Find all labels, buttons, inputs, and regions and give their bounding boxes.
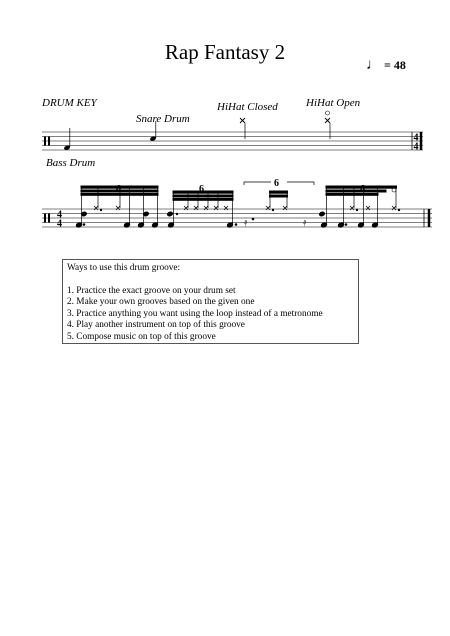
instructions-box	[62, 259, 359, 344]
quarter-note-icon: ♩	[366, 57, 381, 73]
instruction-item: 1. Practice the exact groove on your drum set	[67, 285, 236, 296]
instruction-item: 4. Play another instrument on top of this groove	[67, 320, 245, 330]
hihat-closed-note	[240, 118, 245, 123]
open-hihat-last	[392, 206, 396, 210]
music-notation	[0, 0, 450, 260]
hihat-open-label: HiHat Open	[306, 97, 361, 109]
instructions-heading: Ways to use this drum groove:	[67, 263, 181, 273]
tuplet-number-4: 6	[360, 184, 365, 195]
drum-key-notes	[63, 111, 330, 151]
key-time-bottom: 4	[413, 141, 419, 153]
beat-2	[167, 184, 237, 228]
hihat-closed-label: HiHat Closed	[217, 101, 278, 113]
snare-drum-label: Snare Drum	[136, 113, 190, 125]
tuplet-number-2: 6	[199, 184, 204, 195]
beat-1	[76, 184, 159, 228]
sixteenth-rest-2: 𝄿	[303, 216, 307, 229]
key-time-top: 4	[413, 132, 419, 144]
hihat-open-note	[325, 118, 330, 123]
drum-key-heading: DRUM KEY	[42, 97, 97, 109]
instruction-item: 5. Compose music on top of this groove	[67, 331, 216, 342]
sixteenth-rest-1: 𝄿	[244, 216, 248, 229]
groove-time-bottom: 4	[57, 218, 62, 230]
drum-key-staff	[42, 132, 423, 150]
instruction-item: 3. Practice anything you want using the loop instead of a metronome	[67, 308, 323, 319]
page-title: Rap Fantasy 2	[164, 40, 286, 64]
open-hihat-circle	[326, 111, 330, 115]
groove-notes	[76, 178, 400, 229]
bass-drum-label: Bass Drum	[46, 157, 96, 169]
groove-time-top: 4	[57, 209, 62, 221]
tuplet-number-1: 6	[116, 184, 121, 195]
beat-3	[244, 178, 314, 229]
instruction-item: 2. Make your own grooves based on the given one	[67, 297, 255, 307]
tempo-value: = 48	[384, 58, 406, 72]
tuplet-number-3: 6	[274, 178, 279, 189]
beat-4	[319, 184, 400, 228]
groove-time-signature	[57, 210, 62, 230]
key-time-signature	[414, 133, 419, 153]
